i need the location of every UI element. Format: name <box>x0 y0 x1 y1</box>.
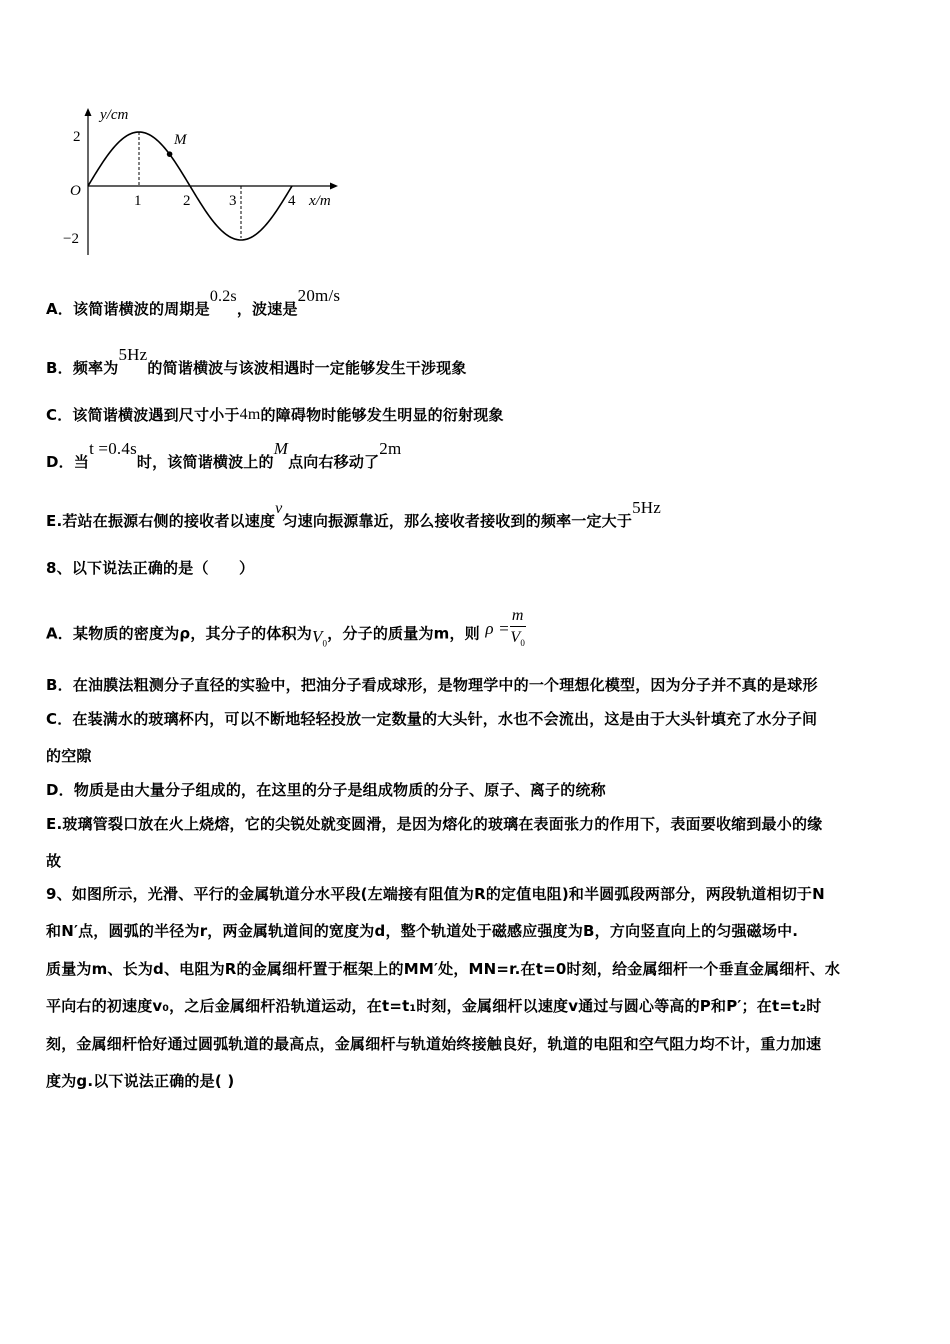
density-fraction: $\frac{m}{V_0}$ <box>510 607 526 649</box>
origin-label: O <box>70 183 81 199</box>
q7-option-b: B．频率为5Hz的简谐横波与该波相遇时一定能够发生干涉现象 <box>46 345 467 377</box>
q9-line6: 度为g.以下说法正确的是( ) <box>46 1072 235 1090</box>
x-axis-label: x/m <box>309 193 331 209</box>
q9-line4: 平向右的初速度v₀，之后金属细杆沿轨道运动，在t=t₁时刻，金属细杆以速度v通过与圆心等高的P和P′；在t=t₂时 <box>46 997 822 1015</box>
q8-option-c-line2: 的空隙 <box>46 747 92 765</box>
y-tick-neg2: −2 <box>63 231 79 247</box>
x-tick-3: 3 <box>229 193 237 209</box>
q7-option-a: A．该简谐横波的周期是0.2s，波速是20m/s <box>46 286 341 318</box>
x-tick-1: 1 <box>134 193 142 209</box>
q9-line5: 刻，金属细杆恰好通过圆弧轨道的最高点，金属细杆与轨道始终接触良好，轨道的电阻和空气阻力均不计，重力加速 <box>46 1035 822 1053</box>
wave-graph <box>60 100 360 260</box>
q9-line2: 和N′点，圆弧的半径为r，两金属轨道间的宽度为d，整个轨道处于磁感应强度为B，方向竖直向上的匀强磁场中. <box>46 922 799 940</box>
q8-option-a: A．某物质的密度为ρ，其分子的体积为$V_0$，分子的质量为m，则 ρ = $\frac{m}{V_0}$ <box>46 607 526 649</box>
q7-option-e: E.若站在振源右侧的接收者以速度v匀速向振源靠近，那么接收者接收到的频率一定大于5Hz <box>46 498 662 530</box>
x-tick-2: 2 <box>183 193 191 209</box>
q8-option-e-line2: 故 <box>46 852 62 870</box>
q8-option-e-line1: E.玻璃管裂口放在火上烧熔，它的尖锐处就变圆滑，是因为熔化的玻璃在表面张力的作用下，表面要收缩到最小的缘 <box>46 815 823 833</box>
q7-option-d: D．当t =0.4s时，该简谐横波上的M点向右移动了2m <box>46 439 402 471</box>
point-m-label: M <box>174 132 187 148</box>
y-axis-label: y/cm <box>100 107 129 123</box>
y-axis-arrow <box>85 108 92 116</box>
q7-option-c: C．该简谐横波遇到尺寸小于4m的障碍物时能够发生明显的衍射现象 <box>46 406 504 424</box>
q8-stem: 8、以下说法正确的是（ ） <box>46 559 255 577</box>
point-m-marker <box>167 151 173 157</box>
q9-line1: 9、如图所示，光滑、平行的金属轨道分水平段(左端接有阻值为R的定值电阻)和半圆弧段两部分，两段轨道相切于N <box>46 885 825 903</box>
q9-line3: 质量为m、长为d、电阻为R的金属细杆置于框架上的MM′处，MN=r.在t=0时刻，给金属细杆一个垂直金属细杆、水 <box>46 960 841 978</box>
q8-option-d: D．物质是由大量分子组成的，在这里的分子是组成物质的分子、原子、离子的统称 <box>46 781 606 799</box>
x-tick-4: 4 <box>288 193 296 209</box>
x-axis-arrow <box>330 183 338 190</box>
q8-option-c-line1: C．在装满水的玻璃杯内，可以不断地轻轻投放一定数量的大头针，水也不会流出，这是由于大头针填充了水分子间 <box>46 710 818 728</box>
q8-option-b: B．在油膜法粗测分子直径的实验中，把油分子看成球形，是物理学中的一个理想化模型，因为分子并不真的是球形 <box>46 676 818 694</box>
y-tick-2: 2 <box>73 129 81 145</box>
